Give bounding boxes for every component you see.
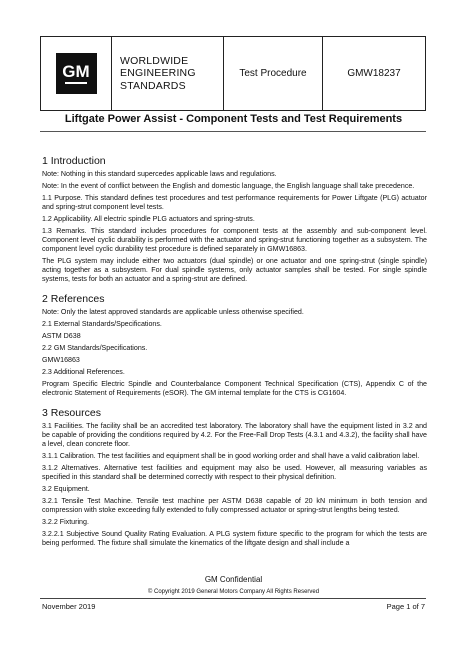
gm-logo — [56, 53, 97, 94]
section-heading-references: 2 References — [42, 293, 105, 305]
header-box — [40, 36, 426, 111]
doc-type: Test Procedure — [224, 37, 323, 110]
paragraph: The PLG system may include either two actuators (dual spindle) or one actuator and one spring-strut (single spindle) acting together as a subsystem. For dual spindle systems, only actuator samples shall be tested. For single spindle systems, tests for both an actuator and a spring-strut are defined. — [42, 257, 427, 283]
section-heading-resources: 3 Resources — [42, 407, 101, 419]
document-title: Liftgate Power Assist - Component Tests and Test Requirements — [64, 113, 403, 125]
reference-item: GMW16863 — [42, 356, 80, 364]
paragraph: 3.2.2.1 Subjective Sound Quality Rating Evaluation. A PLG system fixture specific to the program for which the tests are being performed. The fixture shall simulate the kinematics of the liftgate design and shall include a — [42, 530, 427, 547]
doc-number: GMW18237 — [347, 68, 401, 79]
paragraph: 1.1 Purpose. This standard defines test procedures and test performance requirements for Power Liftgate (PLG) actuator and spring-strut component level tests. — [42, 194, 427, 211]
paragraph: 1.2 Applicability. All electric spindle PLG actuators and spring-struts. — [42, 215, 255, 223]
footer-date: November 2019 — [42, 602, 96, 611]
paragraph: Note: In the event of conflict between the English and domestic language, the English language shall take precedence. — [42, 182, 415, 190]
paragraph: 3.2 Equipment. — [42, 485, 90, 493]
paragraph: 1.3 Remarks. This standard includes procedures for component tests at the assembly and sub-component level. Component level cyclic durability is performed with the actuator and spring-strut functioning together as a subsystem. The component level cyclic durability test procedure is defined separately in GMW16863. — [42, 227, 427, 253]
gm-logo-text: GM — [62, 62, 90, 81]
paragraph: Note: Only the latest approved standards are applicable unless otherwise specified. — [42, 308, 304, 316]
paragraph: 3.2.1 Tensile Test Machine. Tensile test machine per ASTM D638 capable of 20 kN minimum in both tension and compression with stoke exceeding fully extended to fully compressed actuator or spring-strut lengths being tested. — [42, 497, 427, 514]
org-line-1: WORLDWIDE — [120, 54, 189, 67]
org-line-3: STANDARDS — [120, 79, 186, 92]
footer-rule — [40, 598, 426, 599]
gm-logo-underline — [65, 82, 87, 84]
logo-cell — [41, 37, 112, 110]
copyright-notice: © Copyright 2019 General Motors Company All Rights Reserved — [147, 589, 320, 595]
paragraph: 3.2.2 Fixturing. — [42, 518, 89, 526]
paragraph: 2.2 GM Standards/Specifications. — [42, 344, 148, 352]
paragraph: Note: Nothing in this standard supercedes applicable laws and regulations. — [42, 170, 277, 178]
document-body — [42, 155, 427, 551]
paragraph: 3.1.2 Alternatives. Alternative test facilities and equipment may also be used. However, all measuring variables as specified in this standard shall be determined correctly with respect to their physical definition. — [42, 464, 427, 481]
paragraph: 3.1.1 Calibration. The test facilities and equipment shall be in good working order and shall have a valid calibration label. — [42, 452, 420, 460]
org-line-2: ENGINEERING — [120, 67, 196, 80]
reference-item: ASTM D638 — [42, 332, 81, 340]
footer-page-number: Page 1 of 7 — [386, 602, 425, 611]
paragraph: 3.1 Facilities. The facility shall be an accredited test laboratory. The laboratory shall have the equipment listed in 3.2 and be capable of providing the conditions required by 4.2. For the Free-Fall Drop Tests (4.3.1 and 4.3.2), the facility shall have a level, clean concrete floor. — [42, 422, 427, 448]
org-name — [120, 55, 196, 93]
org-cell — [112, 37, 224, 110]
paragraph: 2.3 Additional References. — [42, 368, 125, 376]
confidential-label: GM Confidential — [204, 575, 263, 584]
title-rule — [40, 131, 426, 132]
section-heading-introduction: 1 Introduction — [42, 155, 106, 167]
paragraph: Program Specific Electric Spindle and Counterbalance Component Technical Specification (CTS), Appendix C of the electronic Statement of Requirements (eSOR). The GM internal template for the CTS is CG1604. — [42, 380, 427, 397]
paragraph: 2.1 External Standards/Specifications. — [42, 320, 162, 328]
